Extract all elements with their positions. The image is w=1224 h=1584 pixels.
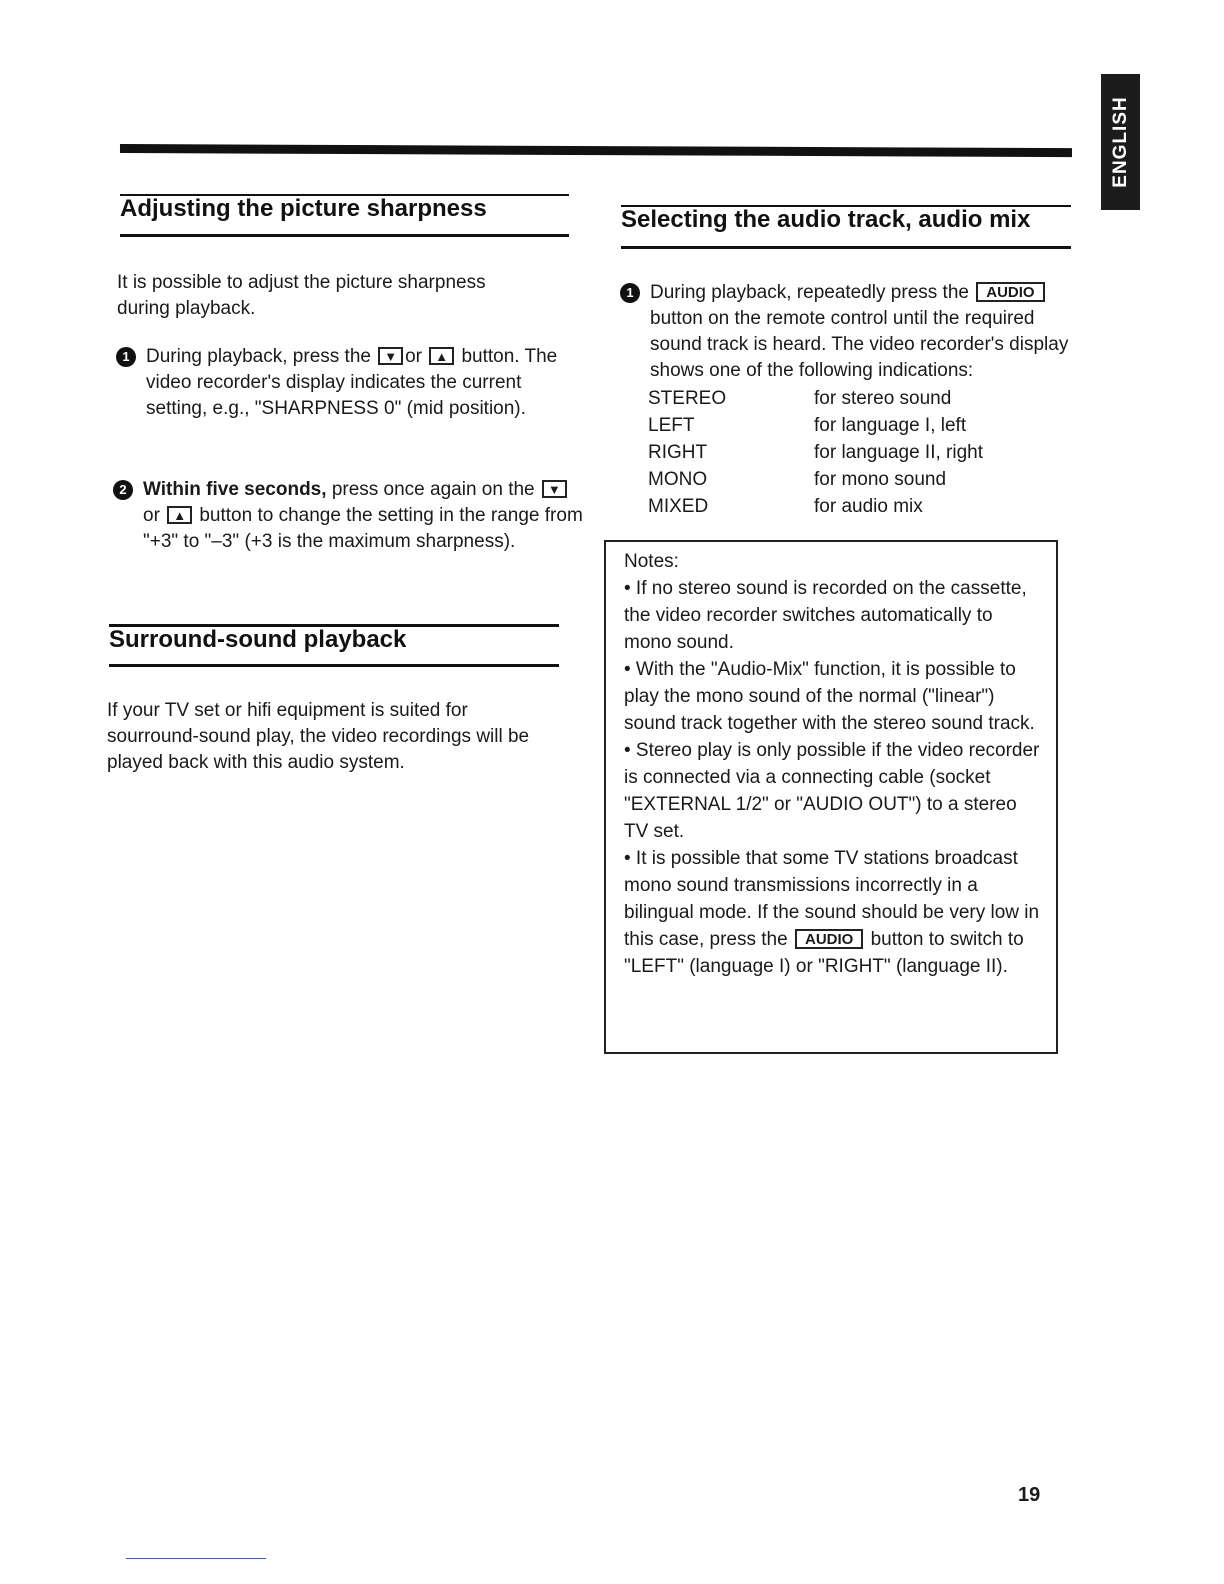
- notes-label: Notes:: [624, 551, 679, 572]
- indication-row: [648, 466, 1048, 493]
- language-tab: [1101, 74, 1140, 210]
- indication-row: [648, 412, 1048, 439]
- indication-code: MONO: [648, 469, 708, 490]
- up-key-icon: ▲: [429, 347, 454, 365]
- note4-text-b: button to switch to "LEFT" (language I) or "RIGHT" (language II).: [624, 929, 1024, 977]
- indication-row: [648, 439, 1048, 466]
- audio-key-icon: AUDIO: [976, 282, 1044, 302]
- indication-meaning: for language I, left: [814, 415, 967, 436]
- down-key-icon: ▼: [542, 480, 567, 498]
- section1-intro: It is possible to adjust the picture sharpness during playback.: [117, 272, 486, 319]
- note-item: • With the "Audio-Mix" function, it is possible to play the mono sound of the normal ("linear") sound track together with the stereo sound track.: [624, 659, 1035, 734]
- audio-step1-text-b: button on the remote control until the required sound track is heard. The video recorder's display shows one of the following indications:: [650, 308, 1069, 381]
- section2-heading: Surround-sound playback: [109, 626, 407, 653]
- indications-table: [648, 385, 1048, 520]
- step1-text-a: During playback, press the: [146, 346, 371, 367]
- section1-bottom-rule: [120, 234, 569, 237]
- indication-code: STEREO: [648, 388, 727, 409]
- note-item: • If no stereo sound is recorded on the cassette, the video recorder switches automatically to mono sound.: [624, 578, 1027, 653]
- section1-heading: Adjusting the picture sharpness: [120, 195, 487, 222]
- section1-step1: [116, 344, 578, 422]
- indication-code: LEFT: [648, 415, 695, 436]
- section1-step2: [113, 477, 583, 555]
- step2-or: or: [143, 505, 160, 526]
- step2-text-a: press once again on the: [331, 479, 535, 500]
- indication-meaning: for audio mix: [814, 496, 923, 517]
- footer-line: [126, 1558, 266, 1559]
- step2-bold-lead: Within five seconds,: [143, 479, 327, 500]
- step-number-badge: 2: [113, 480, 133, 500]
- step1-text-b: button. The video recorder's display indicates the current setting, e.g., "SHARPNESS 0" (mid position).: [146, 346, 558, 419]
- page-number: 19: [1018, 1484, 1041, 1506]
- note-item: • Stereo play is only possible if the video recorder is connected via a connecting cable (socket "EXTERNAL 1/2" or "AUDIO OUT") to a stereo TV set.: [624, 740, 1040, 842]
- step1-or: or: [405, 346, 423, 367]
- audio-key-icon: AUDIO: [795, 929, 863, 949]
- note4-text-a: • It is possible that some TV stations broadcast mono sound transmissions incorrectly in a bilingual mode. If the sound should be very low in this case, press the: [624, 848, 1040, 950]
- language-tab-label: ENGLISH: [1109, 96, 1131, 188]
- indication-row: [648, 493, 1048, 520]
- note-item: [624, 845, 1042, 980]
- section2-text: If your TV set or hifi equipment is suited for sourround-sound play, the video recordings will be played back with this audio system.: [107, 700, 530, 773]
- indication-code: RIGHT: [648, 442, 708, 463]
- audio-step1-text-a: During playback, repeatedly press the: [650, 282, 969, 303]
- notes-content: [624, 548, 1042, 980]
- notes-box: [604, 540, 1058, 1054]
- indication-code: MIXED: [648, 496, 709, 517]
- section2-bottom-rule: [109, 664, 559, 667]
- audio-step1: [620, 280, 1080, 384]
- right-section-bottom-rule: [621, 246, 1071, 249]
- right-section-heading: Selecting the audio track, audio mix: [621, 206, 1031, 233]
- step-number-badge: 1: [116, 347, 136, 367]
- indication-meaning: for stereo sound: [814, 388, 952, 409]
- indication-meaning: for mono sound: [814, 469, 947, 490]
- step-number-badge: 1: [620, 283, 640, 303]
- down-key-icon: ▼: [378, 347, 403, 365]
- step2-text-b: button to change the setting in the range from "+3" to "–3" (+3 is the maximum sharpness).: [143, 505, 583, 552]
- indication-meaning: for language II, right: [814, 442, 983, 463]
- top-divider: [120, 144, 1072, 157]
- up-key-icon: ▲: [167, 506, 192, 524]
- indication-row: [648, 385, 1048, 412]
